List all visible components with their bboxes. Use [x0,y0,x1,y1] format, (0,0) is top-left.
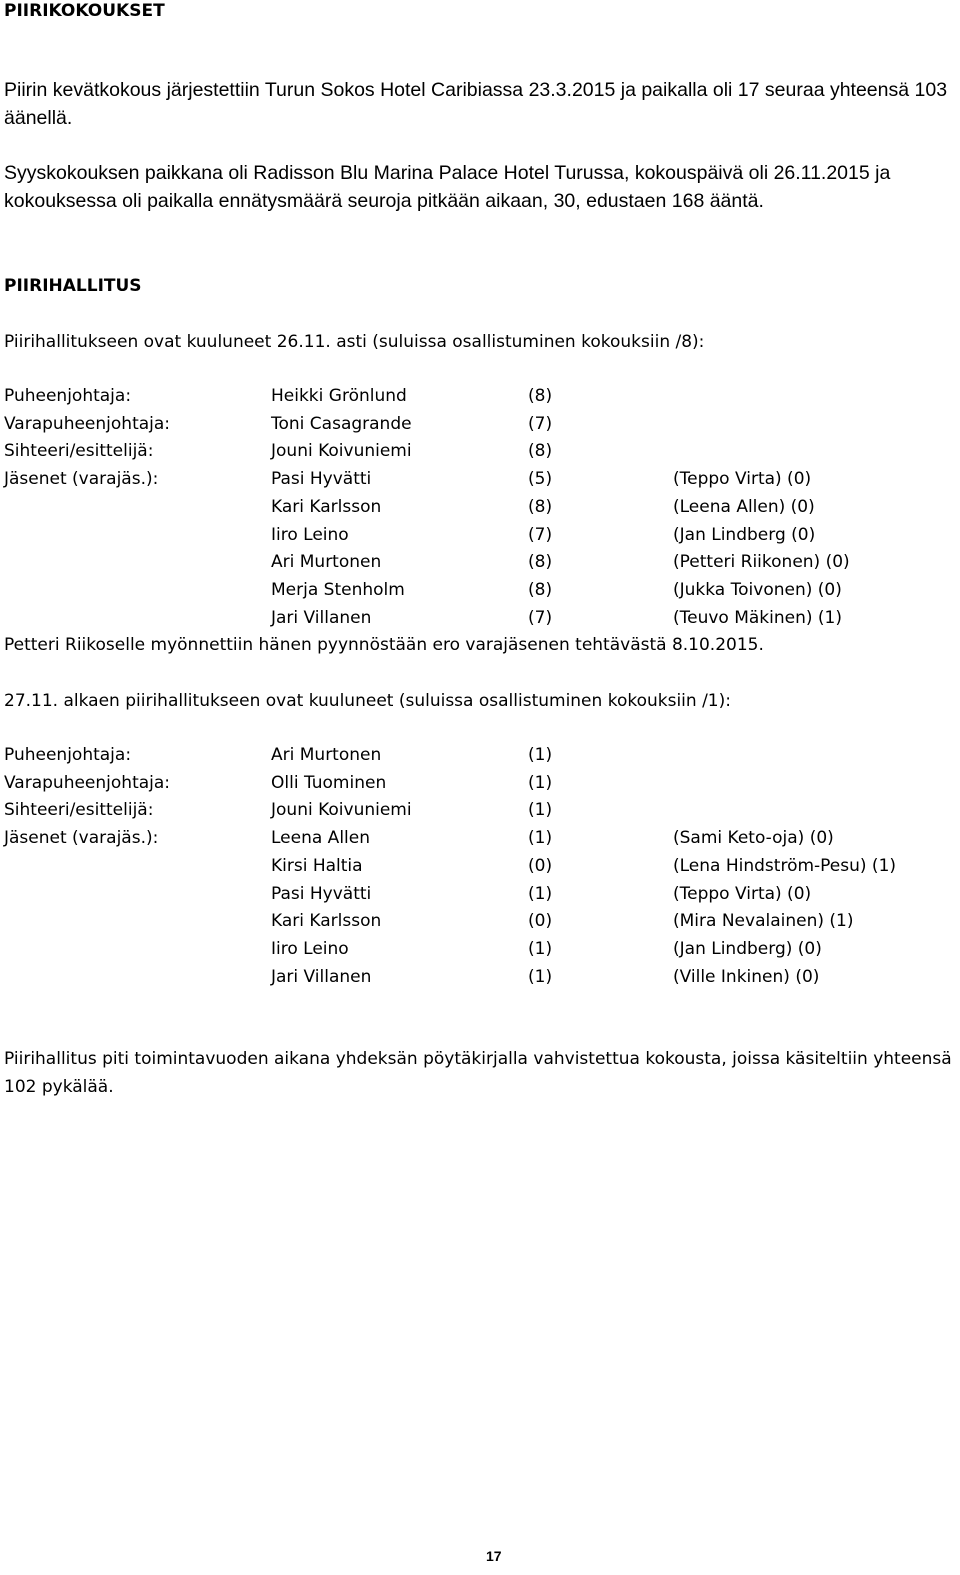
deputy-cell: (Sami Keto-oja) (0) [673,828,834,849]
board1-intro: Piirihallitukseen ovat kuuluneet 26.11. asti (suluissa osallistuminen kokouksiin /8): [4,332,705,352]
attendance-cell: (1) [528,883,553,904]
name-cell: Iiro Leino [271,938,349,959]
name-cell: Pasi Hyvätti [271,469,372,490]
role-cell: Puheenjohtaja: [4,745,132,765]
heading-piirihallitus: PIIRIHALLITUS [4,276,142,296]
role-cell: Jäsenet (varajäs.): [4,828,159,849]
table-row [4,881,954,909]
table-row [4,549,954,577]
heading-piirikokoukset: PIIRIKOKOUKSET [4,1,165,21]
attendance-cell: (1) [528,772,553,793]
deputy-cell: (Jan Lindberg) (0) [673,938,822,959]
attendance-cell: (8) [528,552,553,573]
attendance-cell: (5) [528,469,553,490]
table-row [4,522,954,550]
name-cell: Kirsi Haltia [271,855,363,876]
role-cell: Sihteeri/esittelijä: [4,800,154,821]
attendance-cell: (0) [528,911,553,932]
role-cell: Sihteeri/esittelijä: [4,441,154,462]
table-row [4,936,954,964]
table-row [4,742,954,770]
role-cell: Varapuheenjohtaja: [4,772,171,793]
attendance-cell: (1) [528,828,553,849]
page-number: 17 [486,1548,502,1564]
name-cell: Kari Karlsson [271,496,382,517]
attendance-cell: (1) [528,966,553,987]
table-row [4,964,954,992]
table-row [4,383,954,411]
attendance-cell: (8) [528,441,553,462]
deputy-cell: (Ville Inkinen) (0) [673,966,820,987]
name-cell: Jari Villanen [271,607,372,628]
name-cell: Merja Stenholm [271,579,405,600]
table-row [4,438,954,466]
name-cell: Iiro Leino [271,524,349,545]
deputy-cell: (Teppo Virta) (0) [673,883,812,904]
table-row [4,797,954,825]
table-row [4,494,954,522]
attendance-cell: (7) [528,524,553,545]
attendance-cell: (7) [528,607,553,628]
name-cell: Jouni Koivuniemi [271,441,412,462]
table-row [4,908,954,936]
name-cell: Pasi Hyvätti [271,883,372,904]
table-row [4,770,954,798]
name-cell: Jari Villanen [271,966,372,987]
name-cell: Jouni Koivuniemi [271,800,412,821]
name-cell: Olli Tuominen [271,772,387,793]
attendance-cell: (0) [528,855,553,876]
deputy-cell: (Teppo Virta) (0) [673,469,812,490]
deputy-cell: (Leena Allen) (0) [673,496,815,517]
name-cell: Ari Murtonen [271,745,382,765]
role-cell: Puheenjohtaja: [4,386,132,406]
deputy-cell: (Petteri Riikonen) (0) [673,552,850,573]
role-cell: Jäsenet (varajäs.): [4,469,159,490]
table-row [4,577,954,605]
name-cell: Toni Casagrande [271,413,412,434]
table-row [4,853,954,881]
attendance-cell: (1) [528,938,553,959]
table-row [4,605,954,633]
attendance-cell: (7) [528,413,553,434]
deputy-cell: (Teuvo Mäkinen) (1) [673,607,843,628]
deputy-cell: (Mira Nevalainen) (1) [673,911,854,932]
table-row [4,466,954,494]
attendance-cell: (8) [528,496,553,517]
paragraph-spring-meeting: Piirin kevätkokous järjestettiin Turun Sokos Hotel Caribiassa 23.3.2015 ja paikalla oli 17 seuraa yhteensä 103 äänellä. [4,79,948,129]
name-cell: Heikki Grönlund [271,386,407,406]
name-cell: Ari Murtonen [271,552,382,573]
attendance-cell: (8) [528,579,553,600]
resignation-note: Petteri Riikoselle myönnettiin hänen pyynnöstään ero varajäsenen tehtävästä 8.10.2015. [4,635,764,656]
attendance-cell: (1) [528,745,553,765]
role-cell: Varapuheenjohtaja: [4,413,171,434]
name-cell: Kari Karlsson [271,911,382,932]
deputy-cell: (Jukka Toivonen) (0) [673,579,842,600]
table-row [4,825,954,853]
paragraph-autumn-meeting: Syyskokouksen paikkana oli Radisson Blu Marina Palace Hotel Turussa, kokouspäivä oli 26.11.2015 ja kokouksessa oli paikalla ennätysmäärä seuroja pitkään aikaan, 30, edustaen 168 ääntä. [4,162,891,212]
paragraph-board-summary: Piirihallitus piti toimintavuoden aikana yhdeksän pöytäkirjalla vahvistettua kokousta, joissa käsiteltiin yhteensä 102 pykälää. [4,1049,952,1097]
attendance-cell: (8) [528,386,553,406]
deputy-cell: (Lena Hindström-Pesu) (1) [673,855,897,876]
deputy-cell: (Jan Lindberg (0) [673,524,816,545]
board2-intro: 27.11. alkaen piirihallitukseen ovat kuuluneet (suluissa osallistuminen kokouksiin /1): [4,691,731,711]
name-cell: Leena Allen [271,828,370,849]
attendance-cell: (1) [528,800,553,821]
table-row [4,411,954,439]
